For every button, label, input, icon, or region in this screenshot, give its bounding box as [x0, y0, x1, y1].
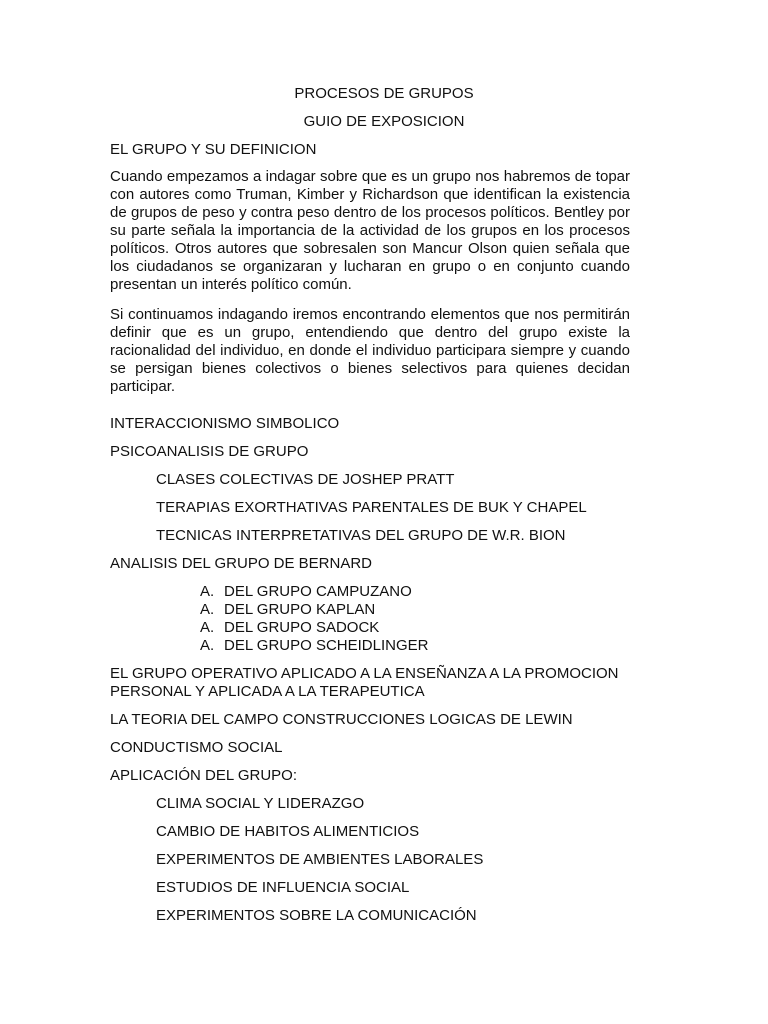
list-item — [200, 637, 429, 655]
list-item: EXPERIMENTOS DE AMBIENTES LABORALES — [156, 851, 484, 868]
list-item-text: DEL GRUPO SADOCK — [224, 619, 380, 636]
document-title: PROCESOS DE GRUPOS — [294, 85, 474, 102]
paragraph-2: Si continuamos indagando iremos encontrando elementos que nos permitirán definir que es un grupo, entendiendo que dentro del grupo existe la racionalidad del individuo, en donde el individuo participara siempre y cuando se persigan bienes colectivos o bienes selectivos para quienes decidan participar. — [110, 306, 630, 395]
list-item: CAMBIO DE HABITOS ALIMENTICIOS — [156, 823, 420, 840]
list-item-text: DEL GRUPO KAPLAN — [224, 601, 376, 618]
list-marker: A. — [200, 619, 215, 636]
heading-bernard: ANALISIS DEL GRUPO DE BERNARD — [110, 555, 373, 572]
list-marker: A. — [200, 583, 215, 600]
heading-operativo: EL GRUPO OPERATIVO APLICADO A LA ENSEÑANZA A LA PROMOCION PERSONAL Y APLICADA A LA TERAPEUTICA — [110, 665, 619, 700]
list-item: ESTUDIOS DE INFLUENCIA SOCIAL — [156, 879, 410, 896]
section-heading: EL GRUPO Y SU DEFINICION — [110, 141, 317, 158]
heading-lewin: LA TEORIA DEL CAMPO CONSTRUCCIONES LOGICAS DE LEWIN — [110, 711, 573, 728]
heading-psicoanalisis: PSICOANALISIS DE GRUPO — [110, 443, 309, 460]
list-item: CLASES COLECTIVAS DE JOSHEP PRATT — [156, 471, 455, 488]
list-item: EXPERIMENTOS SOBRE LA COMUNICACIÓN — [156, 907, 477, 924]
heading-interaccionismo: INTERACCIONISMO SIMBOLICO — [110, 415, 340, 432]
list-item-text: DEL GRUPO SCHEIDLINGER — [224, 637, 429, 654]
list-item: TERAPIAS EXORTHATIVAS PARENTALES DE BUK Y CHAPEL — [156, 499, 587, 516]
list-item: CLIMA SOCIAL Y LIDERAZGO — [156, 795, 365, 812]
heading-conductismo: CONDUCTISMO SOCIAL — [110, 739, 283, 756]
list-marker: A. — [200, 601, 215, 618]
list-item — [200, 583, 412, 601]
list-marker: A. — [200, 637, 215, 654]
paragraph-1: Cuando empezamos a indagar sobre que es un grupo nos habremos de topar con autores como Truman, Kimber y Richardson que identifican la existencia de grupos de peso y contra peso dentro de los procesos políticos. Bentley por su parte señala la importancia de la actividad de los grupos en los procesos políticos. Otros autores que sobresalen son Mancur Olson quien señala que los ciudadanos se organizaran y lucharan en grupo o en conjunto cuando presentan un interés político común. — [110, 168, 630, 293]
heading-aplicacion: APLICACIÓN DEL GRUPO: — [110, 767, 297, 784]
list-item-text: DEL GRUPO CAMPUZANO — [224, 583, 412, 600]
list-item: TECNICAS INTERPRETATIVAS DEL GRUPO DE W.R. BION — [156, 527, 566, 544]
list-item — [200, 601, 375, 619]
list-item — [200, 619, 379, 637]
document-subtitle: GUIO DE EXPOSICION — [303, 113, 465, 130]
